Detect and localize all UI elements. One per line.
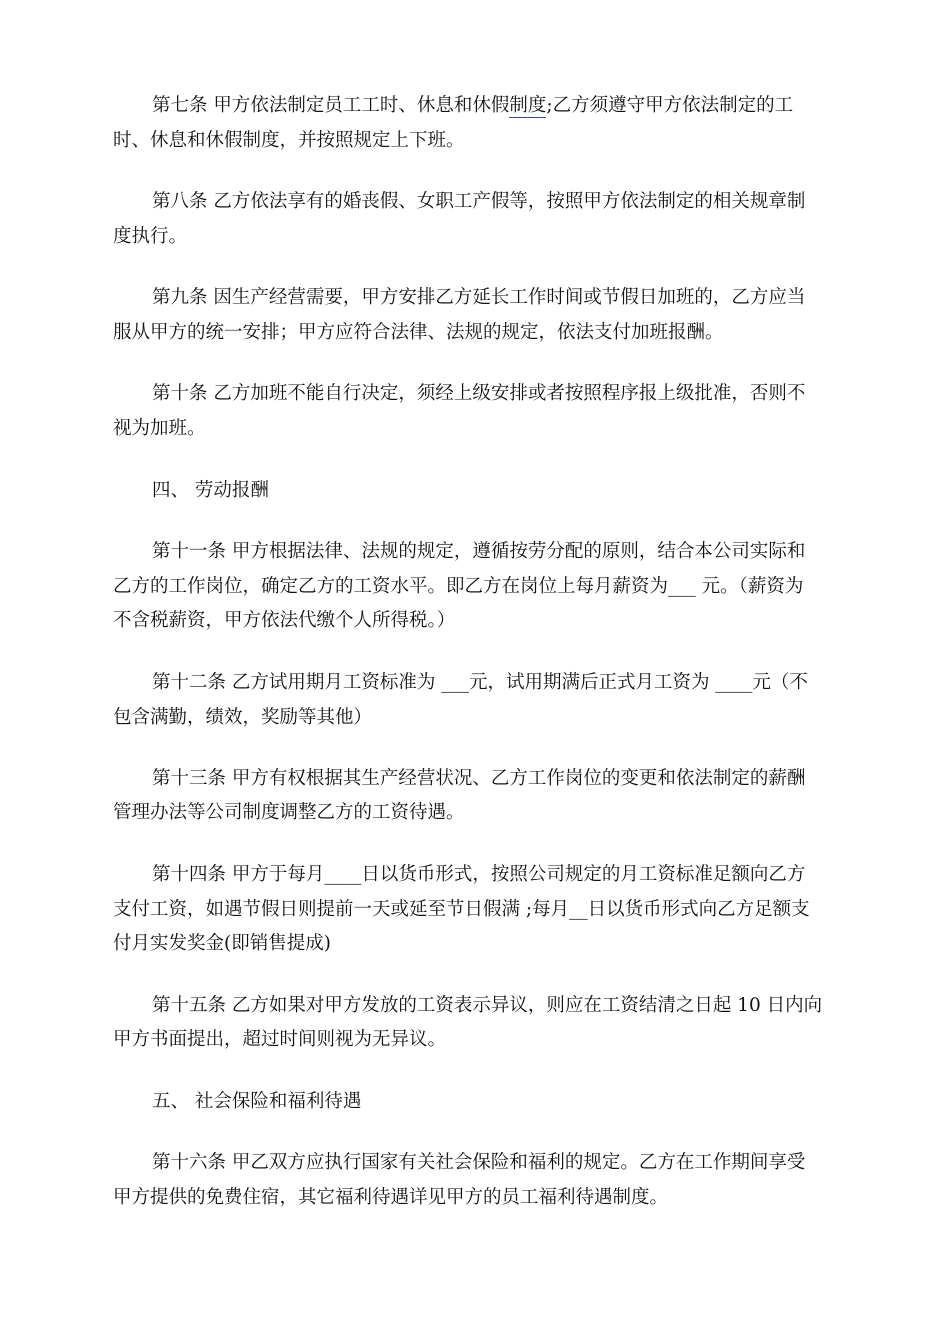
text-segment: 第七条 甲方依法制定员工工时、休息和休假 bbox=[152, 95, 510, 116]
article-9-line-2: 服从甲方的统一安排；甲方应符合法律、法规的规定，依法支付加班报酬。 bbox=[113, 322, 724, 343]
article-13-line-1: 第十三条 甲方有权根据其生产经营状况、乙方工作岗位的变更和依法制定的薪酬 bbox=[152, 768, 806, 789]
article-16-line-2: 甲方提供的免费住宿，其它福利待遇详见甲方的员工福利待遇制度。 bbox=[113, 1187, 669, 1208]
underlined-text: 制度 bbox=[509, 95, 547, 116]
article-7-line-1 bbox=[152, 93, 793, 119]
article-11-line-3: 不含税薪资，甲方依法代缴个人所得税。） bbox=[113, 610, 456, 631]
article-7-line-2: 时、休息和休假制度，并按照规定上下班。 bbox=[113, 130, 465, 151]
article-8-line-1: 第八条 乙方依法享有的婚丧假、女职工产假等，按照甲方依法制定的相关规章制 bbox=[152, 191, 806, 212]
article-10-line-2: 视为加班。 bbox=[113, 418, 206, 439]
article-14-line-2: 支付工资，如遇节假日则提前一天或延至节日假满 ;每月__日以货币形式向乙方足额支 bbox=[113, 899, 810, 920]
article-15-line-2: 甲方书面提出，超过时间则视为无异议。 bbox=[113, 1029, 447, 1050]
article-9-line-1: 第九条 因生产经营需要，甲方安排乙方延长工作时间或节假日加班的，乙方应当 bbox=[152, 287, 806, 308]
section-5-heading: 五、 社会保险和福利待遇 bbox=[152, 1091, 362, 1112]
article-12-line-2: 包含满勤，绩效，奖励等其他） bbox=[113, 707, 373, 728]
article-15-line-1: 第十五条 乙方如果对甲方发放的工资表示异议，则应在工资结清之日起 10 日内向 bbox=[152, 995, 823, 1016]
article-10-line-1: 第十条 乙方加班不能自行决定，须经上级安排或者按照程序报上级批准，否则不 bbox=[152, 383, 806, 404]
article-14-line-3: 付月实发奖金(即销售提成) bbox=[113, 933, 331, 954]
article-14-line-1: 第十四条 甲方于每月____日以货币形式，按照公司规定的月工资标准足额向乙方 bbox=[152, 864, 806, 885]
section-4-heading: 四、 劳动报酬 bbox=[152, 480, 269, 501]
text-segment: ;乙方须遵守甲方依法制定的工 bbox=[546, 95, 794, 116]
article-13-line-2: 管理办法等公司制度调整乙方的工资待遇。 bbox=[113, 802, 465, 823]
article-11-line-2: 乙方的工作岗位，确定乙方的工资水平。即乙方在岗位上每月薪资为___ 元。（薪资为 bbox=[113, 576, 804, 597]
article-11-line-1: 第十一条 甲方根据法律、法规的规定，遵循按劳分配的原则，结合本公司实际和 bbox=[152, 541, 806, 562]
article-16-line-1: 第十六条 甲乙双方应执行国家有关社会保险和福利的规定。乙方在工作期间享受 bbox=[152, 1152, 806, 1173]
article-8-line-2: 度执行。 bbox=[113, 226, 188, 247]
article-12-line-1: 第十二条 乙方试用期月工资标准为 ___元，试用期满后正式月工资为 ____元（不 bbox=[152, 672, 808, 693]
